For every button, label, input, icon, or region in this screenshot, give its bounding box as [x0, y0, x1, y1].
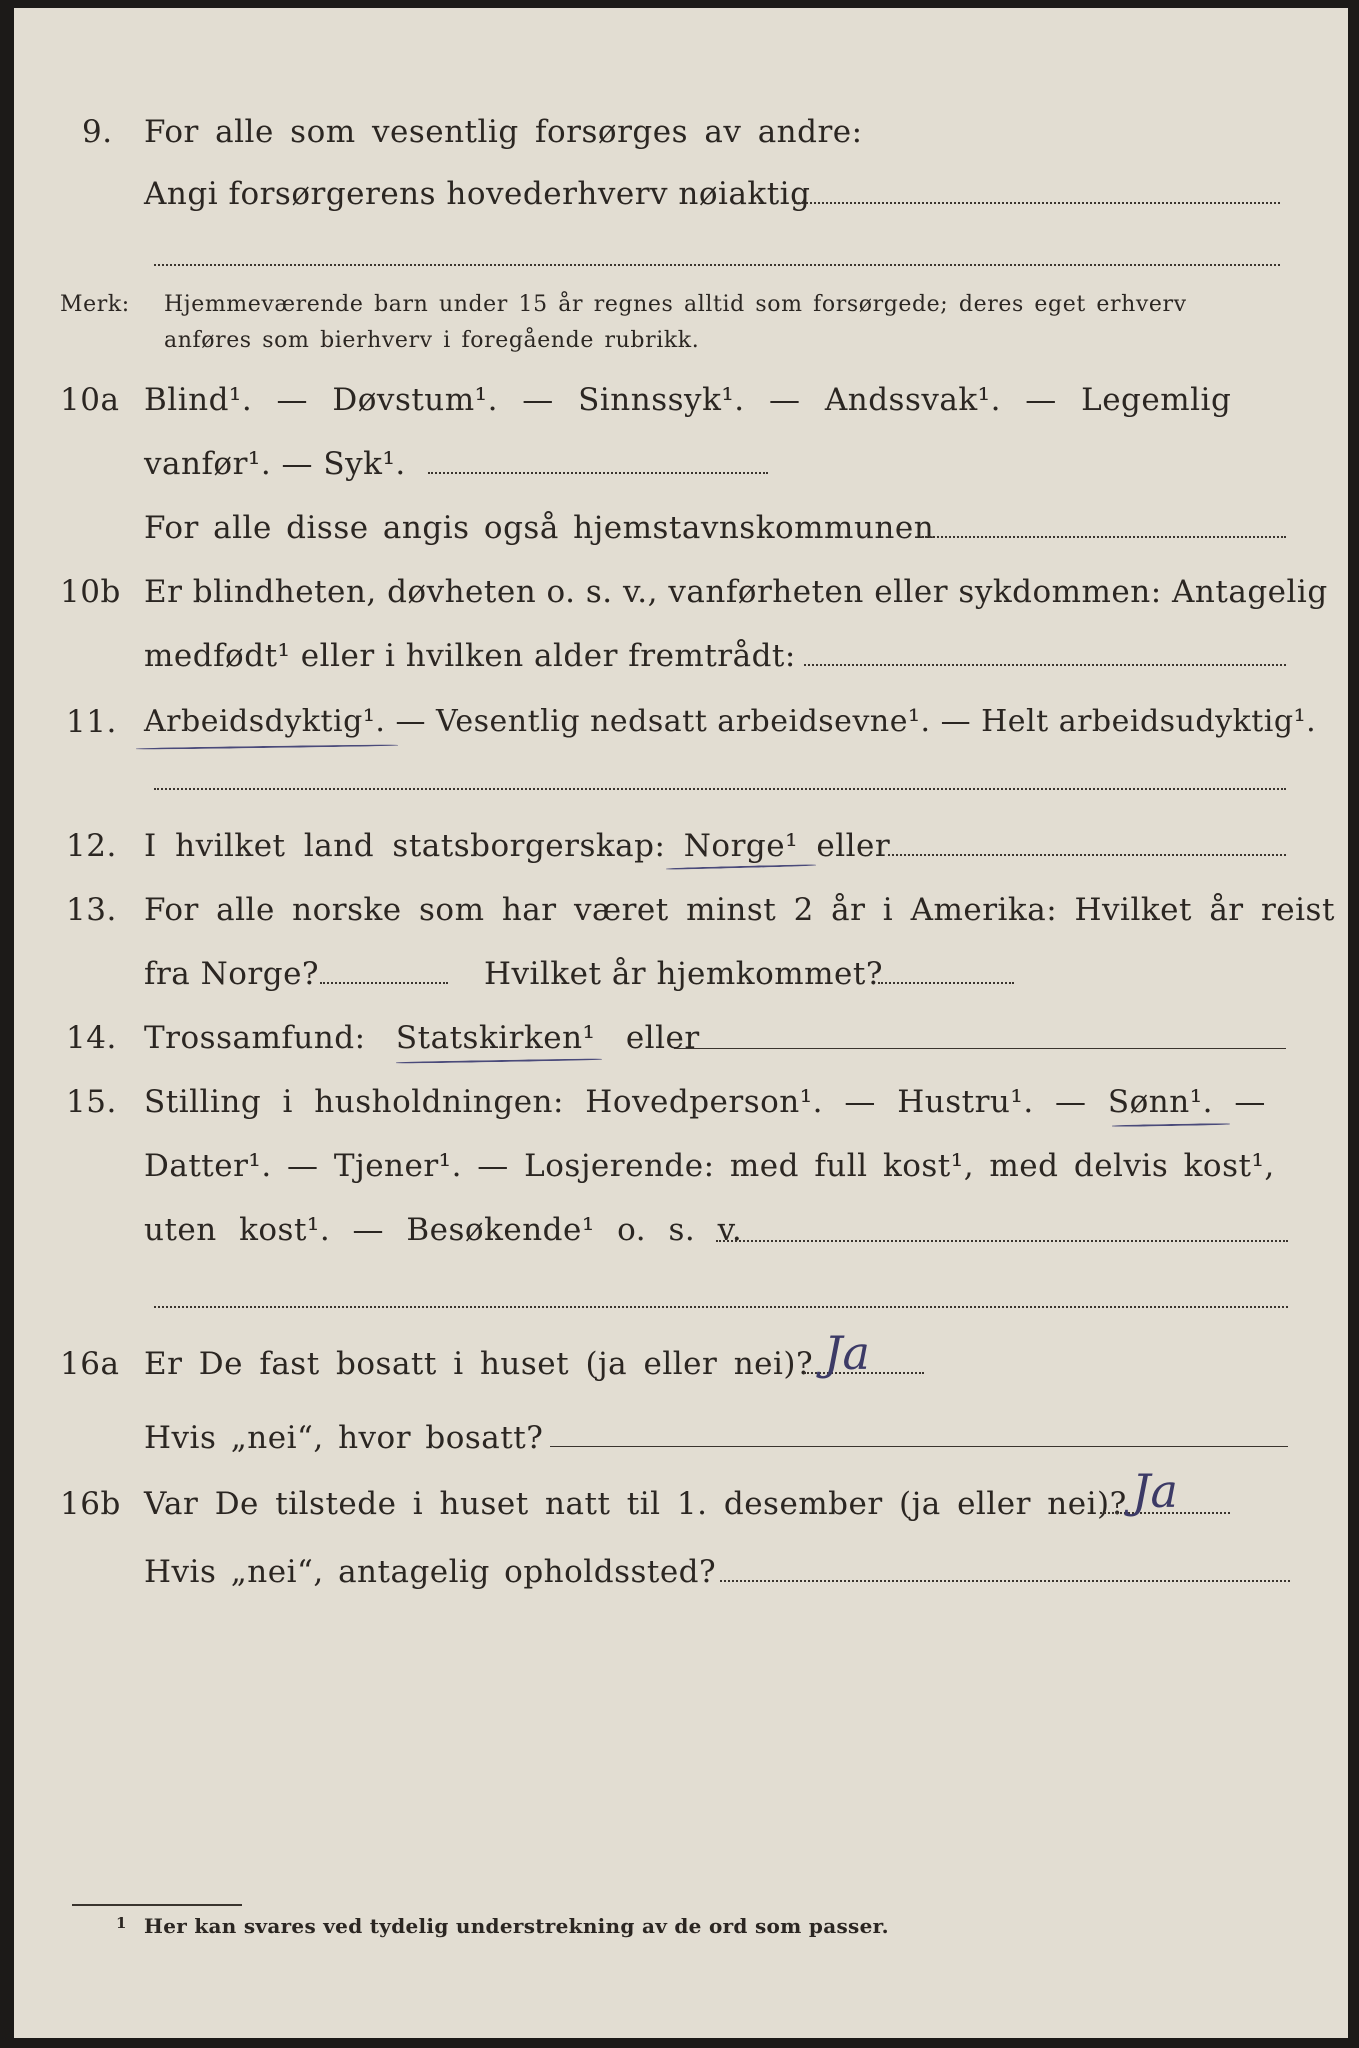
q14-number: 14.: [66, 1020, 117, 1056]
q9-line1: For alle som vesentlig forsørges av andre:: [144, 114, 863, 150]
q15-line2: Datter¹. — Tjener¹. — Losjerende: med full kost¹, med delvis kost¹,: [144, 1148, 1275, 1184]
q16b-line1: Var De tilstede i huset natt til 1. desember (ja eller nei)?: [144, 1486, 1127, 1522]
q13-line1: For alle norske som har været minst 2 år i Amerika: Hvilket år reist: [144, 892, 1335, 928]
q15-line3: uten kost¹. — Besøkende¹ o. s. v.: [144, 1212, 743, 1248]
q11-number: 11.: [66, 704, 117, 740]
q13-line2a: fra Norge?: [144, 956, 320, 992]
q14-answer-line: [674, 1048, 1286, 1049]
q14-underline-statskirken: [396, 1058, 602, 1064]
q11-text: Arbeidsdyktig¹. — Vesentlig nedsatt arbeidsevne¹. — Helt arbeidsudyktig¹.: [144, 704, 1317, 739]
footnote-text: Her kan svares ved tydelig understrekning av de ord som passer.: [144, 1914, 889, 1938]
q13-line2b: Hvilket år hjemkommet?: [484, 956, 883, 992]
q15-answer-line-2: [154, 1306, 1288, 1308]
q13-hjemkommet-line: [878, 982, 1014, 984]
q10a-answer-line: [428, 472, 768, 474]
q16b-line2: Hvis „nei“, antagelig opholdssted?: [144, 1554, 717, 1590]
q11-underline-arbeidsdyktig: [136, 744, 398, 750]
q9-line2: Angi forsørgerens hovederhverv nøiaktig: [144, 176, 811, 212]
census-form-page: [14, 8, 1348, 2038]
q10a-line2: vanfør¹. — Syk¹.: [144, 446, 406, 482]
q12-text: I hvilket land statsborgerskap: Norge¹ eller: [144, 828, 891, 864]
q16b-handwritten-answer: Ja: [1132, 1464, 1178, 1518]
q10a-number: 10a: [60, 382, 120, 418]
q16a-line1: Er De fast bosatt i huset (ja eller nei)?: [144, 1346, 814, 1382]
q15-underline-sonn: [1112, 1123, 1230, 1127]
q10b-number: 10b: [60, 574, 121, 610]
q15-line1: Stilling i husholdningen: Hovedperson¹. — Hustru¹. — Sønn¹. —: [144, 1084, 1266, 1120]
q10a-kommune-line: [922, 536, 1286, 538]
q15-number: 15.: [66, 1084, 117, 1120]
q10b-line1: Er blindheten, døvheten o. s. v., vanførheten eller sykdommen: Antagelig: [144, 574, 1328, 610]
q12-underline-norge: [666, 864, 816, 870]
q9-number: 9.: [82, 114, 113, 150]
q13-reist-line: [320, 982, 448, 984]
q10a-line1: Blind¹. — Døvstum¹. — Sinnssyk¹. — Andssvak¹. — Legemlig: [144, 382, 1232, 418]
q14-text: Trossamfund: Statskirken¹ eller: [144, 1020, 700, 1056]
q9-answer-line: [794, 202, 1280, 204]
q12-number: 12.: [66, 828, 117, 864]
q9-answer-line-2: [154, 264, 1280, 266]
merk-line2: anføres som bierhverv i foregående rubrikk.: [164, 328, 700, 353]
q16b-opholdssted-line: [720, 1580, 1290, 1582]
q11-answer-line: [154, 788, 1286, 790]
q16a-line2: Hvis „nei“, hvor bosatt?: [144, 1420, 544, 1456]
q10b-line2: medfødt¹ eller i hvilken alder fremtrådt:: [144, 638, 796, 674]
footnote-separator: [72, 1904, 242, 1906]
q16a-bosatt-line: [550, 1446, 1288, 1447]
q16a-handwritten-answer: Ja: [824, 1326, 870, 1380]
q12-answer-line: [888, 854, 1286, 856]
q10a-line3: For alle disse angis også hjemstavnskommunen: [144, 510, 935, 546]
q16b-number: 16b: [60, 1486, 121, 1522]
q15-answer-line: [716, 1240, 1288, 1242]
footnote-mark: 1: [116, 1914, 127, 1932]
merk-line1: Hjemmeværende barn under 15 år regnes alltid som forsørgede; deres eget erhverv: [164, 292, 1187, 317]
q10b-answer-line: [804, 664, 1286, 666]
q16a-number: 16a: [60, 1346, 120, 1382]
merk-label: Merk:: [60, 292, 130, 317]
q13-number: 13.: [66, 892, 117, 928]
